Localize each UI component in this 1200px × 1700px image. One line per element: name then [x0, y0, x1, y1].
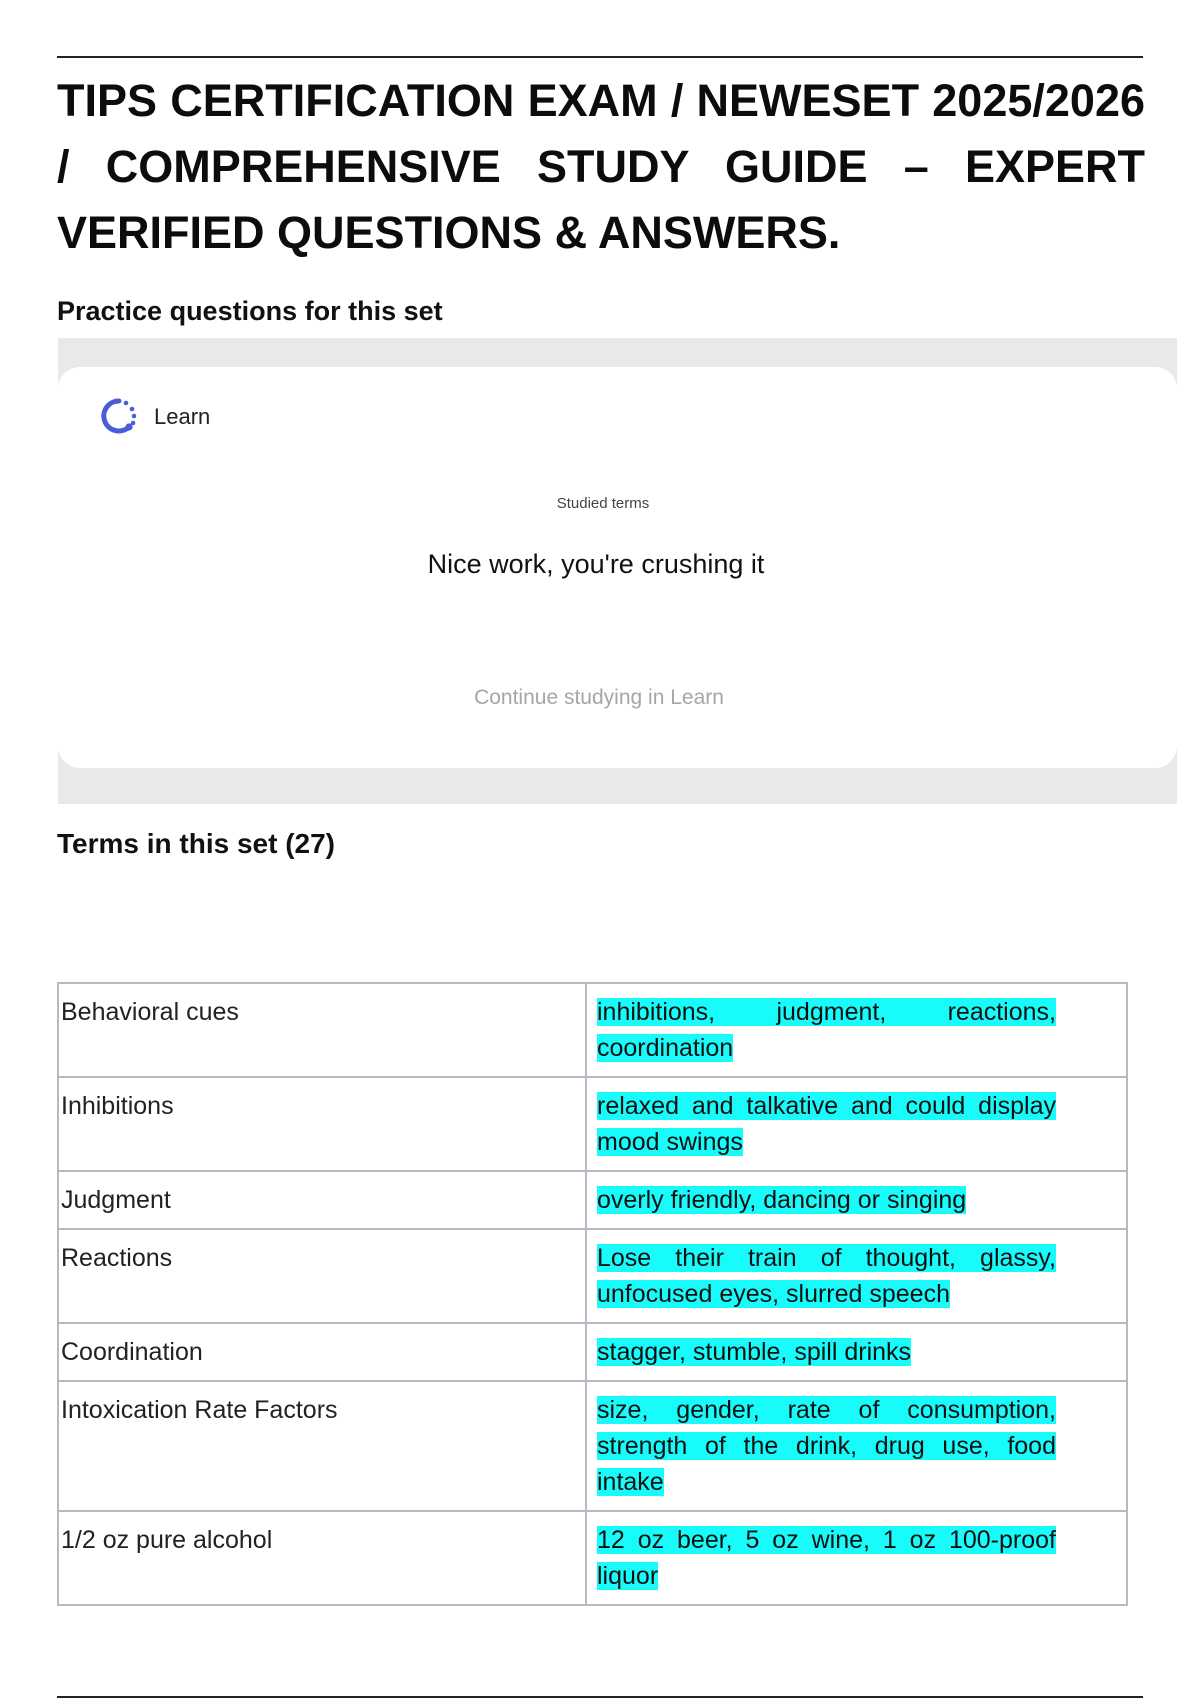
table-row — [58, 1229, 1127, 1323]
definition-text: inhibitions, judgment, reactions, coordination — [597, 998, 1056, 1062]
definition-cell — [586, 1323, 1127, 1381]
definition-text: 12 oz beer, 5 oz wine, 1 oz 100-proof liquor — [597, 1526, 1056, 1590]
table-row — [58, 1077, 1127, 1171]
term-cell: Behavioral cues — [58, 983, 586, 1077]
term-cell: Intoxication Rate Factors — [58, 1381, 586, 1511]
terms-heading: Terms in this set (27) — [57, 828, 336, 859]
term-cell: Judgment — [58, 1171, 586, 1229]
definition-text: Lose their train of thought, glassy, unfocused eyes, slurred speech — [597, 1244, 1056, 1308]
definition-text: stagger, stumble, spill drinks — [597, 1338, 912, 1366]
continue-learn-link[interactable]: Continue studying in Learn — [474, 686, 724, 709]
learn-panel — [58, 338, 1177, 804]
learn-label: Learn — [154, 404, 211, 429]
term-cell: Inhibitions — [58, 1077, 586, 1171]
definition-text: relaxed and talkative and could display mood swings — [597, 1092, 1056, 1156]
top-rule — [57, 56, 1143, 58]
definition-cell — [586, 1381, 1127, 1511]
definition-cell — [586, 1077, 1127, 1171]
term-cell: 1/2 oz pure alcohol — [58, 1511, 586, 1605]
studied-terms-label: Studied terms — [556, 495, 650, 512]
table-row — [58, 1511, 1127, 1605]
learn-progress-icon — [96, 393, 142, 439]
table-row — [58, 1381, 1127, 1511]
definition-text: overly friendly, dancing or singing — [597, 1186, 967, 1214]
term-cell: Coordination — [58, 1323, 586, 1381]
definition-cell — [586, 1229, 1127, 1323]
table-row — [58, 983, 1127, 1077]
definition-cell — [586, 1511, 1127, 1605]
progress-message: Nice work, you're crushing it — [427, 549, 765, 579]
practice-heading: Practice questions for this set — [57, 296, 443, 326]
bottom-rule — [57, 1696, 1143, 1698]
definition-text: size, gender, rate of consumption, strength of the drink, drug use, food intake — [597, 1396, 1056, 1496]
term-cell: Reactions — [58, 1229, 586, 1323]
definition-cell — [586, 983, 1127, 1077]
learn-card[interactable] — [58, 367, 1177, 768]
table-row — [58, 1171, 1127, 1229]
document-title: TIPS CERTIFICATION EXAM / NEWESET 2025/2026 / COMPREHENSIVE STUDY GUIDE – EXPERT VERIFIED QUESTIONS & ANSWERS. — [57, 75, 1145, 258]
table-row — [58, 1323, 1127, 1381]
definition-cell — [586, 1171, 1127, 1229]
terms-table — [57, 982, 1128, 1606]
